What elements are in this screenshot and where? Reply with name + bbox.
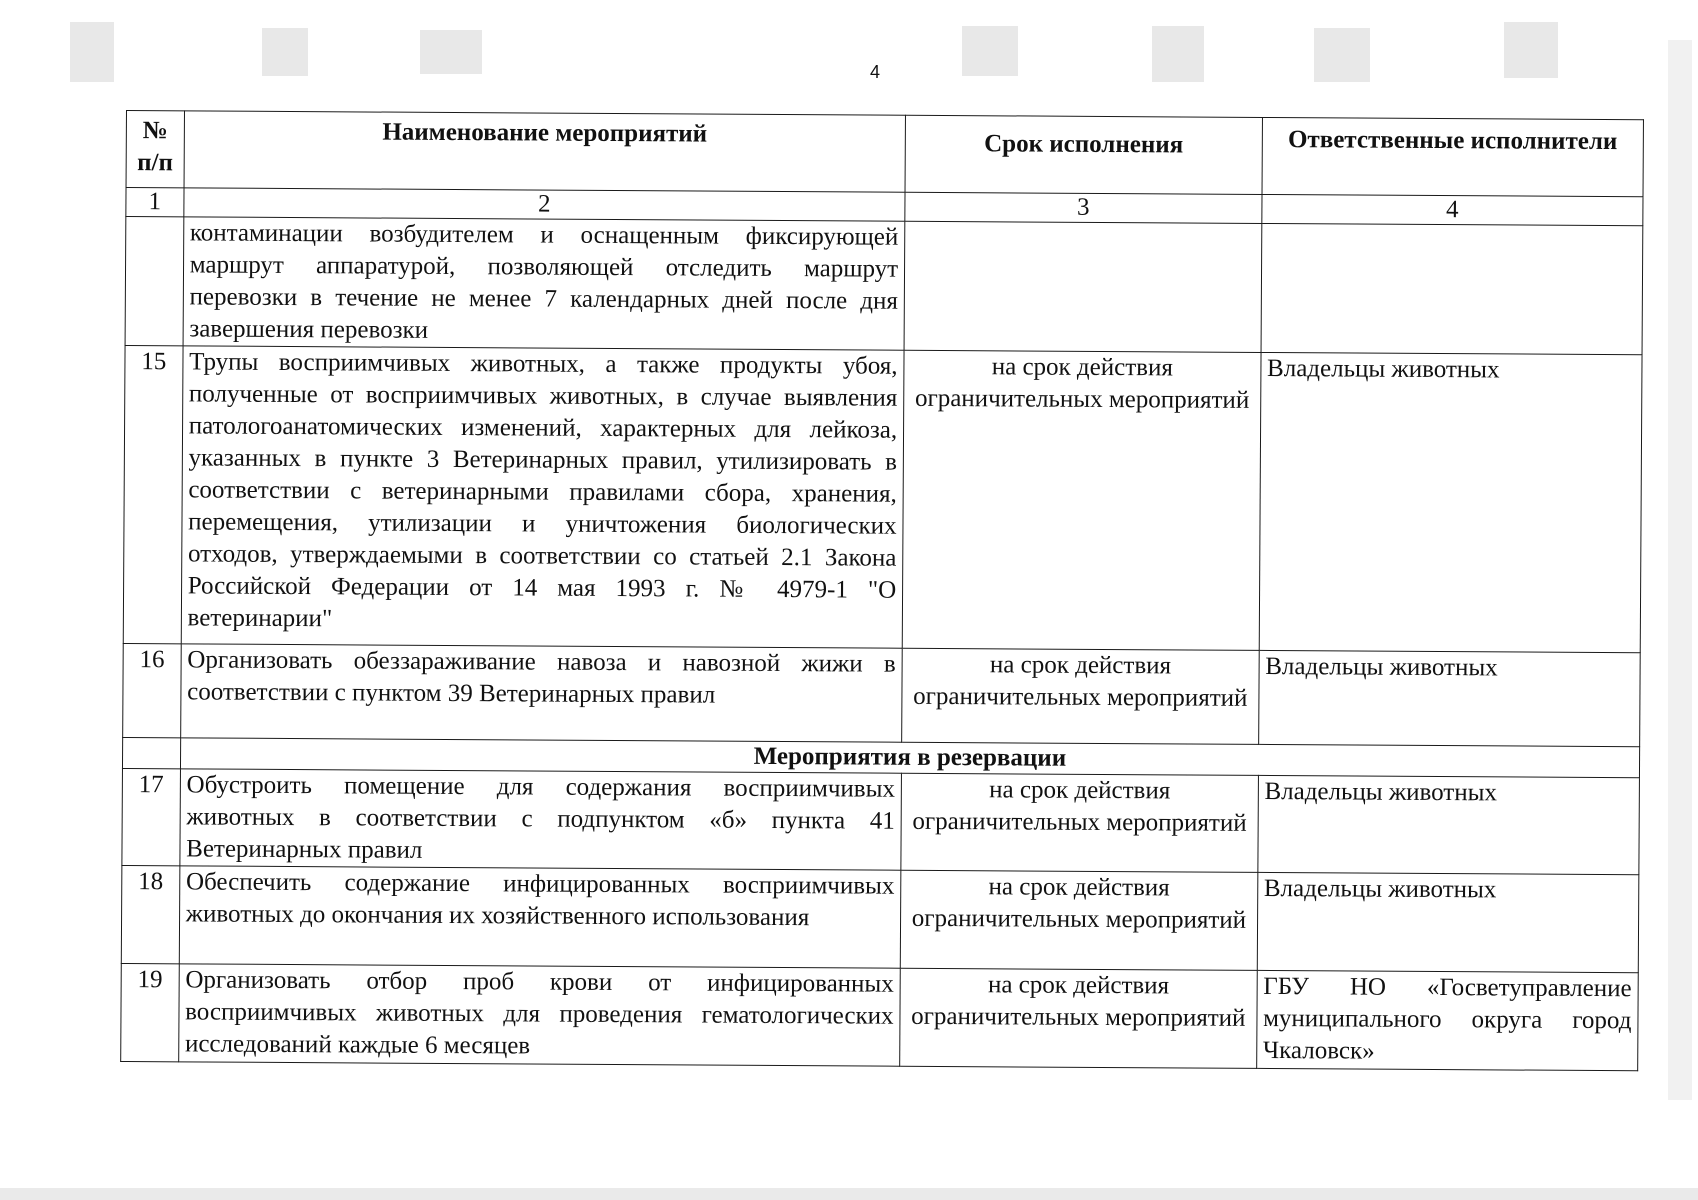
- scan-artifact: [0, 1188, 1698, 1200]
- column-number: 4: [1261, 194, 1643, 225]
- table-row: [125, 217, 1643, 355]
- row-term: [904, 221, 1261, 352]
- row-term: на срок действия ограничительных мероприятий: [900, 870, 1257, 970]
- table-row: [121, 865, 1639, 972]
- page-number: 4: [870, 62, 881, 82]
- row-number: 19: [121, 963, 179, 1061]
- column-number: 2: [184, 188, 906, 221]
- row-term: на срок действия ограничительных мероприятий: [902, 350, 1260, 650]
- scan-artifact: [70, 22, 114, 82]
- row-number: 18: [121, 865, 179, 963]
- table-row: [122, 768, 1640, 874]
- scan-artifact: [1668, 40, 1692, 1100]
- row-term: на срок действия ограничительных мероприятий: [902, 648, 1259, 744]
- header-responsible: Ответственные исполнители: [1262, 117, 1644, 196]
- scan-artifact: [420, 30, 482, 74]
- row-responsible: Владельцы животных: [1257, 872, 1639, 972]
- header-term: Срок исполнения: [905, 115, 1262, 194]
- table-row: [123, 345, 1642, 652]
- section-empty-cell: [122, 737, 180, 768]
- row-activity: Организовать отбор проб крови от инфицированных восприимчивых животных для проведения гематологических исследований каждые 6 месяцев: [178, 964, 900, 1066]
- row-activity: Обустроить помещение для содержания восприимчивых животных в соответствии с подпунктом «б» пункта 41 Ветеринарных правил: [180, 769, 902, 870]
- scan-artifact: [1314, 28, 1370, 82]
- row-activity: контаминации возбудителем и оснащенным фиксирующей маршрут аппаратурой, позволяющей отследить маршрут перевозки в течение не менее 7 календарных дней после дня завершения перевозки: [183, 217, 905, 350]
- table-row: [121, 963, 1639, 1070]
- row-number: [125, 217, 183, 346]
- row-number: 16: [123, 643, 181, 737]
- measures-table: [120, 110, 1644, 1071]
- table-row: [123, 643, 1641, 746]
- column-number: 1: [126, 188, 184, 217]
- header-number: № п/п: [126, 111, 184, 188]
- row-responsible: Владельцы животных: [1258, 775, 1640, 874]
- row-term: на срок действия ограничительных мероприятий: [900, 968, 1257, 1068]
- row-responsible: ГБУ НО «Госветуправление муниципального округа город Чкаловск»: [1256, 970, 1638, 1070]
- section-title: Мероприятия в резервации: [180, 738, 1639, 778]
- header-activity: Наименование мероприятий: [184, 111, 906, 192]
- scan-artifact: [1152, 26, 1204, 82]
- scan-artifact: [262, 28, 308, 76]
- scan-artifact: [962, 26, 1018, 76]
- row-activity: Трупы восприимчивых животных, а также продукты убоя, полученные от восприимчивых животных, в случае выявления патологоанатомических изменений, характерных для лейкоза, указанных в пункте 3 Ветеринарных правил, утилизировать в соответствии с ветеринарными правилами сбора, хранения, перемещения, утилизации и уничтожения биологических отходов, утверждаемыми в соответствии со статьей 2.1 Закона Российской Федерации от 14 мая 1993 г. № 4979-1 "О ветеринарии": [181, 346, 904, 648]
- column-number: 3: [905, 192, 1262, 223]
- scan-artifact: [1504, 22, 1558, 78]
- row-responsible: Владельцы животных: [1258, 650, 1640, 746]
- row-term: на срок действия ограничительных мероприятий: [901, 773, 1258, 872]
- row-responsible: [1261, 223, 1643, 354]
- row-responsible: Владельцы животных: [1259, 352, 1642, 652]
- row-number: 17: [122, 768, 180, 865]
- row-activity: Обеспечить содержание инфицированных восприимчивых животных до окончания их хозяйственного использования: [179, 866, 901, 968]
- row-activity: Организовать обеззараживание навоза и навозной жижи в соответствии с пунктом 39 Ветеринарных правил: [180, 644, 902, 742]
- row-number: 15: [123, 345, 183, 643]
- table-header-row: [126, 111, 1643, 197]
